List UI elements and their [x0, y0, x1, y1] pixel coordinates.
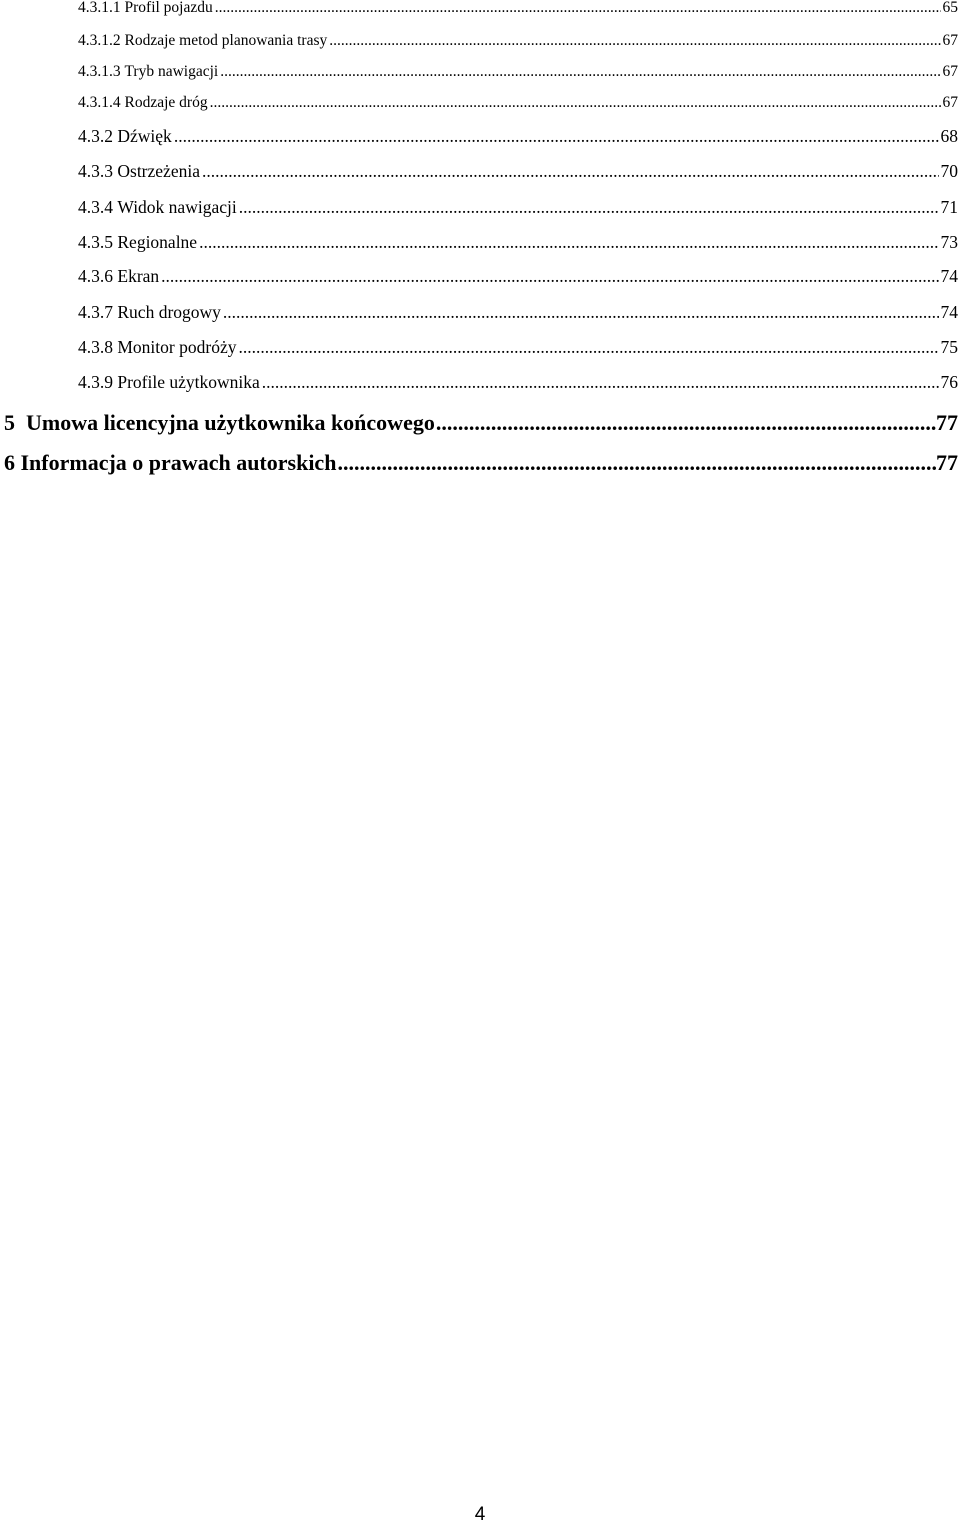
toc-dot-leader	[210, 95, 941, 111]
toc-entry-number: 4.3.9	[78, 372, 113, 392]
toc-entry-number: 5	[4, 410, 15, 435]
toc-dot-leader	[329, 33, 940, 49]
toc-entry[interactable]	[78, 128, 958, 146]
toc-entry[interactable]	[78, 234, 958, 252]
page-number: 4	[474, 1504, 486, 1525]
toc-entry-title: Ruch drogowy	[117, 302, 221, 322]
toc-entry-page: 73	[940, 232, 958, 252]
toc-entry-title: Regionalne	[117, 232, 198, 252]
toc-entry-title: Profile użytkownika	[117, 372, 260, 392]
toc-entry-title: Tryb nawigacji	[124, 63, 219, 80]
toc-entry-page: 67	[942, 63, 958, 80]
toc-entry-page: 77	[936, 410, 958, 435]
toc-entry-page: 75	[940, 337, 958, 357]
toc-dot-leader	[215, 0, 941, 16]
toc-entry[interactable]	[78, 374, 958, 392]
toc-entry-number: 4.3.5	[78, 232, 113, 252]
toc-entry-title: Umowa licencyjna użytkownika końcowego	[26, 410, 435, 435]
toc-entry-number: 4.3.1.3	[78, 63, 121, 80]
toc-entry-number: 4.3.1.1	[78, 0, 121, 16]
toc-entry-title: Dźwięk	[117, 126, 172, 146]
toc-dot-leader	[220, 64, 940, 80]
toc-entry[interactable]	[78, 33, 958, 49]
toc-entry[interactable]	[78, 95, 958, 111]
toc-entry[interactable]	[78, 0, 958, 16]
toc-entry-title: Rodzaje metod planowania trasy	[124, 32, 328, 49]
toc-entry-page: 68	[940, 126, 958, 146]
toc-entry[interactable]	[78, 64, 958, 80]
toc-dot-leader	[161, 268, 938, 286]
toc-entry-page: 71	[940, 197, 958, 217]
toc-entry[interactable]	[78, 163, 958, 181]
toc-entry-page: 65	[942, 0, 958, 16]
toc-entry-number: 4.3.7	[78, 302, 113, 322]
toc-entry-number: 4.3.1.2	[78, 32, 121, 49]
toc-dot-leader	[174, 128, 939, 146]
toc-dot-leader	[337, 452, 936, 474]
toc-entry-number: 4.3.3	[78, 161, 113, 181]
toc-entry-title: Informacja o prawach autorskich	[20, 450, 337, 475]
toc-entry-page: 76	[940, 372, 958, 392]
toc-entry-chapter[interactable]	[4, 412, 958, 434]
toc-entry-page: 74	[940, 302, 958, 322]
toc-entry-number: 4.3.6	[78, 266, 113, 286]
toc-entry-title: Ekran	[117, 266, 160, 286]
toc-dot-leader	[238, 339, 938, 357]
toc-entry-page: 67	[942, 94, 958, 111]
toc-dot-leader	[223, 304, 939, 322]
toc-dot-leader	[239, 199, 939, 217]
toc-entry-page: 67	[942, 32, 958, 49]
toc-entry-number: 4.3.1.4	[78, 94, 121, 111]
toc-dot-leader	[436, 412, 936, 434]
toc-entry-page: 77	[936, 450, 958, 475]
toc-entry-page: 70	[940, 161, 958, 181]
toc-entry-title: Ostrzeżenia	[117, 161, 200, 181]
toc-entry-number: 6	[4, 450, 15, 475]
toc-entry-title: Widok nawigacji	[117, 197, 237, 217]
toc-entry-title: Monitor podróży	[117, 337, 237, 357]
toc-entry-title: Rodzaje dróg	[124, 94, 208, 111]
toc-dot-leader	[199, 234, 938, 252]
toc-entry-number: 4.3.8	[78, 337, 113, 357]
toc-entry-number: 4.3.4	[78, 197, 113, 217]
toc-entry[interactable]	[78, 304, 958, 322]
toc-entry[interactable]	[78, 268, 958, 286]
toc-entry-number: 4.3.2	[78, 126, 113, 146]
toc-entry[interactable]	[78, 339, 958, 357]
toc-entry-page: 74	[940, 266, 958, 286]
toc-entry-chapter[interactable]	[4, 452, 958, 474]
toc-dot-leader	[202, 163, 939, 181]
toc-entry-title: Profil pojazdu	[124, 0, 213, 16]
toc-entry[interactable]	[78, 199, 958, 217]
toc-dot-leader	[262, 374, 939, 392]
